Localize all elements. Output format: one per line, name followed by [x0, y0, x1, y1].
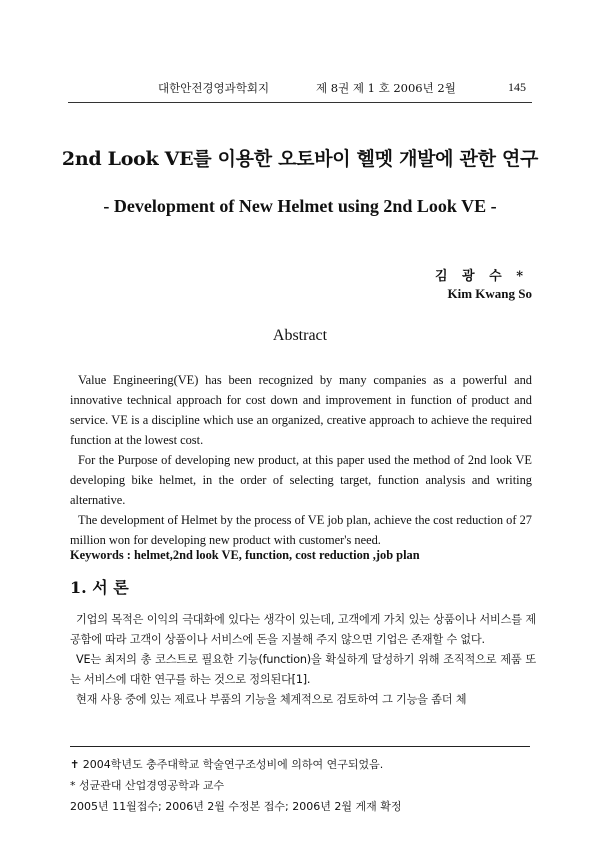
- title-korean: 2nd Look VE를 이용한 오토바이 헬멧 개발에 관한 연구: [61, 148, 539, 170]
- abstract-paragraph: The development of Helmet by the process of VE job plan, achieve the cost reduction of 27 million won for developing new product with customer's need.: [70, 513, 532, 547]
- author-korean: 김 광 수 *: [434, 269, 528, 284]
- abstract-paragraph: Value Engineering(VE) has been recognized by many companies as a powerful and innovative technical approach for cost down and improvement in function of product and service. VE is a discipline which use an organized, creative approach to achieve the required function at the lowest cost.: [70, 373, 532, 447]
- header-rule: [68, 102, 532, 103]
- footnote-dates: 2005년 11월접수; 2006년 2월 수정본 접수; 2006년 2월 게재 확정: [70, 800, 402, 813]
- issue-info: 제 8권 제 1 호 2006년 2월: [316, 81, 456, 95]
- title-english: - Development of New Helmet using 2nd Look VE -: [103, 196, 497, 216]
- page-number: 145: [508, 80, 526, 94]
- footnote-affiliation: * 성균관대 산업경영공학과 교수: [70, 779, 225, 792]
- author-english: Kim Kwang So: [447, 286, 532, 301]
- footnote-funding: ✝ 2004학년도 충주대학교 학술연구조성비에 의하여 연구되었음.: [70, 758, 384, 771]
- body-paragraph: 기업의 목적은 이익의 극대화에 있다는 생각이 있는데, 고객에게 가치 있는 상품이나 서비스를 제공함에 따라 고객이 상품이나 서비스에 돈을 지불해 주지 않으면 기업은 존재할 수 없다.: [70, 613, 536, 646]
- abstract-heading: Abstract: [272, 327, 328, 344]
- journal-name: 대한안전경영과학회지: [158, 81, 270, 95]
- section-heading: 1. 서 론: [70, 578, 129, 597]
- running-header: [0, 80, 600, 98]
- body-paragraph: 현재 사용 중에 있는 제료나 부품의 기능을 체계적으로 검토하여 그 기능을 좀더 체: [76, 693, 467, 706]
- abstract-body: [70, 370, 532, 550]
- keywords: Keywords : helmet,2nd look VE, function, cost reduction ,job plan: [70, 548, 420, 562]
- footnote-rule: [70, 746, 530, 747]
- abstract-paragraph: For the Purpose of developing new product, at this paper used the method of 2nd look VE developing bike helmet, in the order of selecting target, function analysis and writing alternative.: [70, 453, 532, 507]
- section-body: [70, 610, 536, 710]
- body-paragraph: VE는 최저의 총 코스트로 필요한 기능(function)을 확실하게 달성하기 위해 조직적으로 제품 또는 서비스에 대한 연구를 하는 것으로 정의된다[1].: [70, 653, 536, 686]
- footnotes: [70, 754, 532, 817]
